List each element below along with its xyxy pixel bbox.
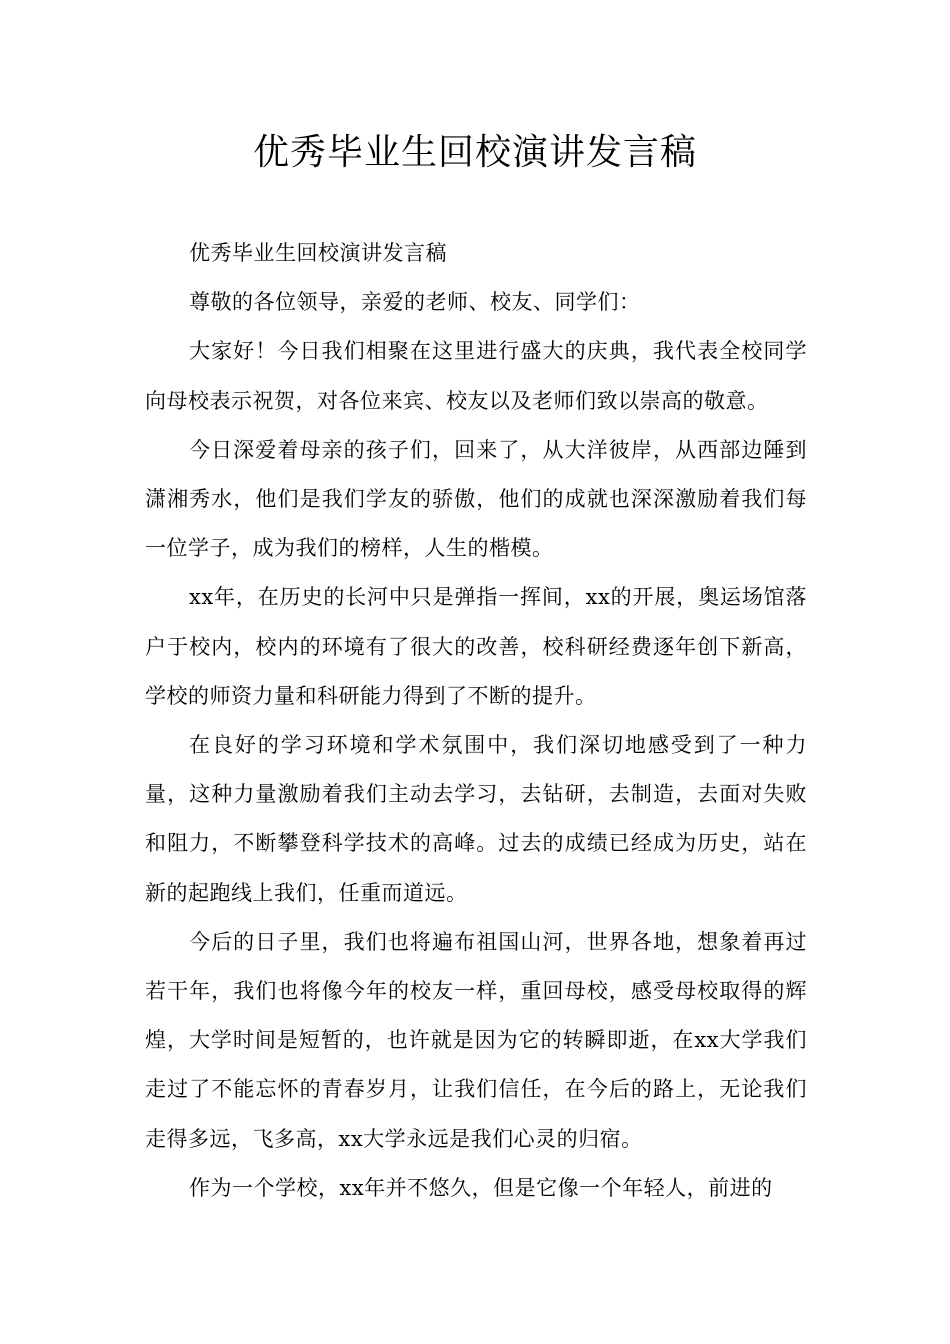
paragraph: 大家好！今日我们相聚在这里进行盛大的庆典，我代表全校同学向母校表示祝贺，对各位来宾、校友以及老师们致以崇高的敬意。 bbox=[145, 339, 807, 413]
paragraph-subtitle: 优秀毕业生回校演讲发言稿 bbox=[189, 241, 447, 265]
paragraph-salutation: 尊敬的各位领导，亲爱的老师、校友、同学们： bbox=[189, 290, 641, 315]
paragraph: 作为一个学校，xx年并不悠久，但是它像一个年轻人，前进的 bbox=[189, 1175, 773, 1200]
paragraph: xx年，在历史的长河中只是弹指一挥间，xx的开展，奥运场馆落户于校内，校内的环境有了很大的改善，校科研经费逐年创下新高，学校的师资力量和科研能力得到了不断的提升。 bbox=[145, 585, 807, 708]
paragraph: 在良好的学习环境和学术氛围中，我们深切地感受到了一种力量，这种力量激励着我们主动去学习，去钻研，去制造，去面对失败和阻力，不断攀登科学技术的高峰。过去的成绩已经成为历史，站在新的起跑线上我们，任重而道远。 bbox=[145, 733, 807, 905]
paragraph: 今日深爱着母亲的孩子们，回来了，从大洋彼岸，从西部边陲到潇湘秀水，他们是我们学友的骄傲，他们的成就也深深激励着我们每一位学子，成为我们的榜样，人生的楷模。 bbox=[145, 437, 807, 561]
paragraph: 今后的日子里，我们也将遍布祖国山河，世界各地，想象着再过若干年，我们也将像今年的校友一样，重回母校，感受母校取得的辉煌，大学时间是短暂的，也许就是因为它的转瞬即逝，在xx大学我们走过了不能忘怀的青春岁月，让我们信任，在今后的路上，无论我们走得多远，飞多高，xx大学永远是我们心灵的归宿。 bbox=[145, 929, 807, 1151]
document-body bbox=[145, 229, 807, 1213]
document-title: 优秀毕业生回校演讲发言稿 bbox=[252, 132, 697, 173]
